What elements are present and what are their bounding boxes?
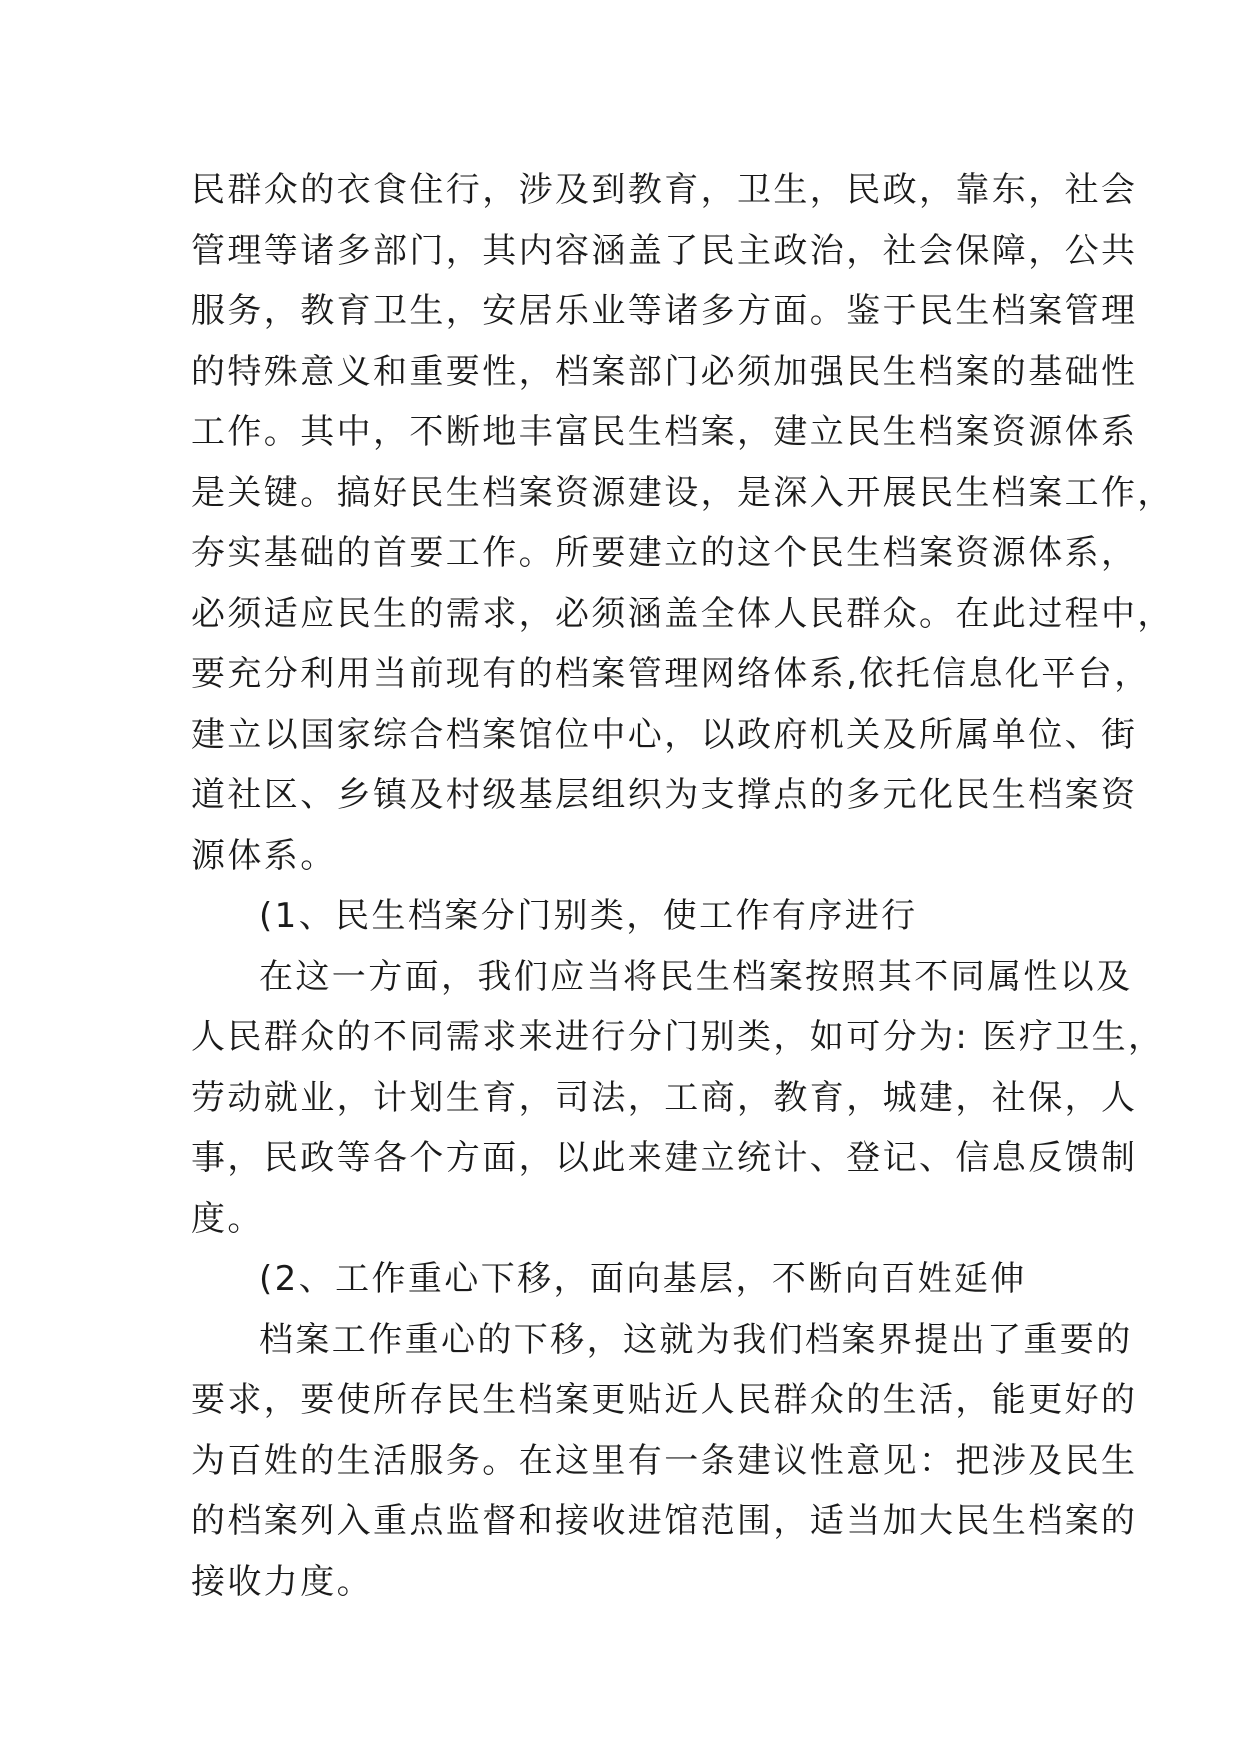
text-line: 必须适应民生的需求，必须涵盖全体人民群众。在此过程中， [191,593,1174,634]
section-heading: (1、民生档案分门别类，使工作有序进行 [259,896,918,936]
body-text [191,160,1174,1612]
text-line: 要充分利用当前现有的档案管理网络体系,依托信息化平台， [191,654,1151,694]
text-line: 工作。其中，不断地丰富民生档案，建立民生档案资源体系 [191,412,1138,452]
text-line: 道社区、乡镇及村级基层组织为支撑点的多元化民生档案资 [191,775,1138,815]
text-line: 人民群众的不同需求来进行分门别类，如可分为: 医疗卫生， [191,1017,1165,1057]
text-line: 源体系。 [191,835,337,876]
text-line: 管理等诸多部门，其内容涵盖了民主政治，社会保障，公共 [191,230,1138,271]
text-line: 在这一方面，我们应当将民生档案按照其不同属性以及 [259,956,1133,997]
text-line: 建立以国家综合档案馆位中心，以政府机关及所属单位、街 [191,714,1138,755]
text-line: 的特殊意义和重要性，档案部门必须加强民生档案的基础性 [191,351,1138,392]
text-line: 档案工作重心的下移，这就为我们档案界提出了重要的 [259,1319,1133,1360]
text-line: 是关键。搞好民生档案资源建设，是深入开展民生档案工作， [191,472,1174,513]
text-line: 服务，教育卫生，安居乐业等诸多方面。鉴于民生档案管理 [191,291,1138,331]
section-heading: (2、工作重心下移，面向基层，不断向百姓延伸 [259,1259,1027,1299]
text-line: 接收力度。 [191,1561,373,1602]
text-line: 夯实基础的首要工作。所要建立的这个民生档案资源体系， [191,533,1138,573]
text-line: 民群众的衣食住行，涉及到教育，卫生，民政，靠东，社会 [191,170,1138,210]
text-line: 为百姓的生活服务。在这里有一条建议性意见：把涉及民生 [191,1440,1138,1481]
text-line: 劳动就业，计划生育，司法，工商，教育，城建，社保，人 [191,1077,1138,1118]
text-line: 的档案列入重点监督和接收进馆范围，适当加大民生档案的 [191,1501,1138,1541]
text-line: 事，民政等各个方面，以此来建立统计、登记、信息反馈制 [191,1138,1138,1178]
text-line: 度。 [191,1198,264,1239]
text-line: 要求，要使所存民生档案更贴近人民群众的生活，能更好的 [191,1380,1138,1420]
